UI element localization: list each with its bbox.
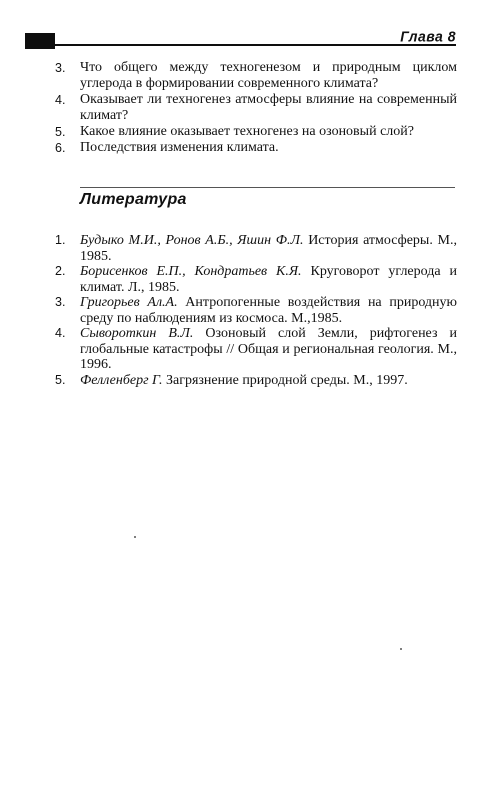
header-block-marker xyxy=(25,33,55,49)
chapter-label: Глава 8 xyxy=(400,27,456,45)
question-item xyxy=(52,60,457,92)
question-item xyxy=(52,140,457,156)
question-number: 5. xyxy=(55,125,66,139)
header-rule xyxy=(25,44,456,46)
question-text: Последствия изменения климата. xyxy=(80,140,279,155)
page-header xyxy=(0,0,481,50)
reference-title: История атмосферы. М., 1985. xyxy=(80,233,457,264)
literature-heading: Литература xyxy=(80,191,187,208)
question-text: Какое влияние оказывает техногенез на озоновый слой? xyxy=(80,124,414,139)
reference-authors: Сывороткин В.Л. xyxy=(80,326,206,341)
question-item xyxy=(52,92,457,124)
reference-number: 4. xyxy=(55,326,66,340)
reference-item xyxy=(52,326,457,373)
reference-authors: Борисенков Е.П., Кондратьев К.Я. xyxy=(80,264,311,279)
reference-item xyxy=(52,264,457,295)
question-number: 4. xyxy=(55,93,66,107)
reference-number: 1. xyxy=(55,233,66,247)
reference-authors: Будыко М.И., Ронов А.Б., Яшин Ф.Л. xyxy=(80,233,309,248)
reference-item xyxy=(52,373,457,389)
reference-number: 2. xyxy=(55,264,66,278)
reference-authors: Фелленберг Г. xyxy=(80,372,166,388)
question-text: Что общего между техногенезом и природным циклом углерода в формировании современного климата? xyxy=(80,60,457,91)
question-list xyxy=(52,60,457,156)
reference-title: Озоновый слой Земли, рифтогенез и глобальные катастрофы // Общая и региональная геология. М., 1996. xyxy=(80,326,457,372)
question-number: 3. xyxy=(55,61,66,75)
reference-authors: Григорьев Ал.А. xyxy=(80,295,186,310)
reference-title: Загрязнение природной среды. М., 1997. xyxy=(165,372,408,388)
reference-number: 3. xyxy=(55,295,66,309)
question-number: 6. xyxy=(55,141,66,155)
scan-speck xyxy=(134,536,136,538)
reference-list xyxy=(52,233,457,388)
reference-title: Круговорот углерода и климат. Л., 1985. xyxy=(80,264,457,295)
reference-item xyxy=(52,233,457,264)
section-divider xyxy=(80,187,455,188)
question-item xyxy=(52,124,457,140)
question-text: Оказывает ли техногенез атмосферы влияние на современный климат? xyxy=(80,92,457,123)
reference-title: Антропогенные воздействия на природную среду по наблюдениям из космоса. М.,1985. xyxy=(80,295,457,326)
reference-number: 5. xyxy=(55,372,66,387)
reference-item xyxy=(52,295,457,326)
scan-speck xyxy=(400,648,402,650)
